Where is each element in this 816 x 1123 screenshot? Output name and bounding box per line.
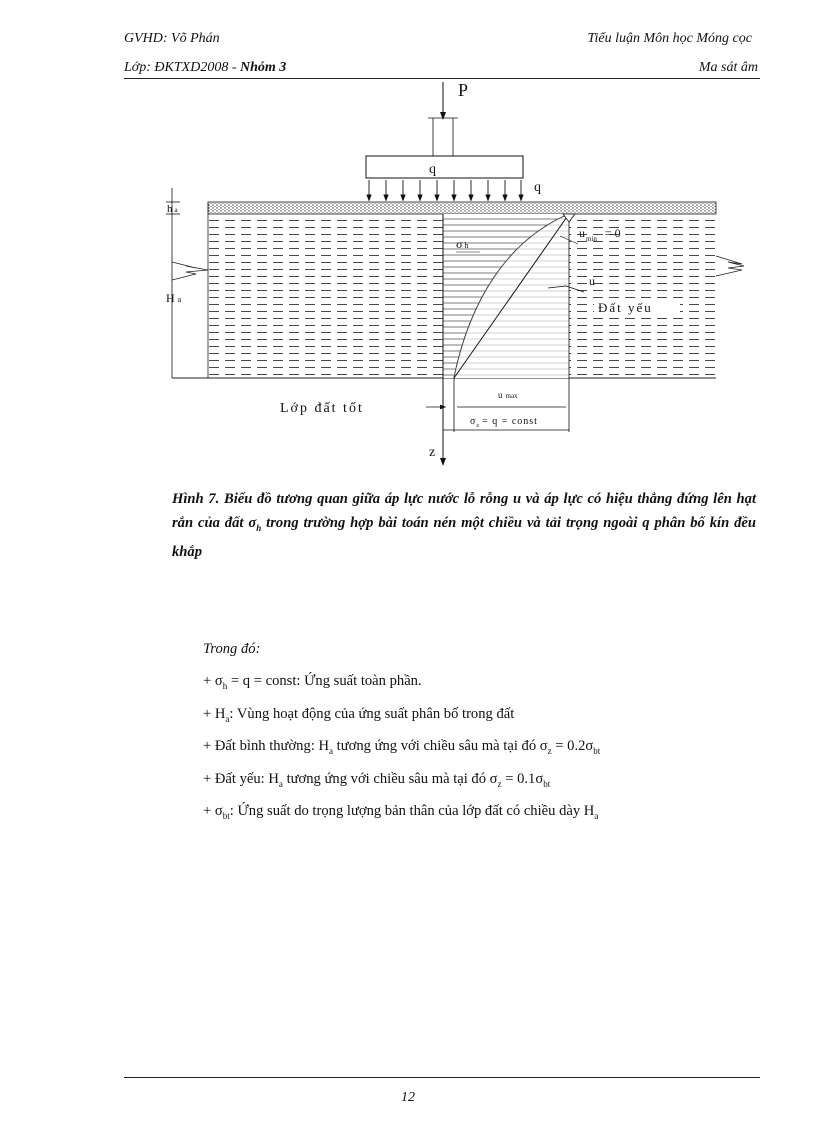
- q-label-right: q: [534, 180, 541, 195]
- z-axis-label: z: [429, 445, 436, 460]
- definition-item: + Đất bình thường: $H_a$ tương ứng với chiều sâu mà tại đó $\sigma_z = 0.2\sigma_{bt}$: [203, 738, 601, 756]
- definition-item: + $\sigma_{bt}$: Ứng suất do trọng lượng bản thân của lớp đất có chiều dày $H_a$: [203, 803, 599, 821]
- Ha-label: Ha: [166, 291, 182, 305]
- page-number: 12: [401, 1090, 415, 1105]
- break-mark-right: [716, 256, 744, 276]
- consolidation-diagram: [0, 0, 816, 480]
- definition-item: + $H_a$: Vùng hoạt động của ứng suất phân bố trong đất: [203, 706, 515, 724]
- sand-layer: [208, 202, 716, 214]
- load-plate: [366, 156, 523, 178]
- header-topic: Ma sát âm: [698, 60, 758, 75]
- sigma-z-label: $\sigma_z = q$ = const: [470, 416, 538, 429]
- umax-label: u max: [498, 390, 518, 400]
- umin-label: $u_{min} = 0$: [579, 226, 621, 243]
- sigma-h-label: σh: [456, 237, 469, 251]
- load-label: P: [458, 80, 469, 100]
- ha-label: ha: [167, 203, 178, 215]
- figure-caption: [172, 487, 756, 564]
- break-mark-left: [172, 262, 208, 280]
- definition-item: + Đất yếu: $H_a$ tương ứng với chiều sâu mà tại đó $\sigma_z = 0.1\sigma_{bt}$: [203, 771, 551, 789]
- weak-soil-label: Đất yếu: [598, 300, 653, 315]
- q-label: q: [429, 162, 436, 177]
- caption-sigma: $\sigma_h$: [248, 515, 262, 533]
- caption-prefix: Hình 7. Biểu đồ tương quan giữa áp lực nước lỗ rỗng u và áp lực có hiệu thẳng đứng lên hạt rắn của đất: [172, 491, 756, 531]
- footer-rule: [124, 1077, 760, 1078]
- definition-item: + $\sigma_h = q$ = const: Ứng suất toàn phần.: [203, 673, 422, 691]
- good-soil-label: Lớp đất tốt: [280, 401, 364, 416]
- distributed-load-arrows: [369, 180, 521, 198]
- header-course-title: Tiểu luận Môn học Móng cọc: [587, 31, 752, 46]
- header-class-label: Lớp: ĐKTXD2008 -: [124, 60, 240, 75]
- u-label: u: [589, 274, 595, 288]
- caption-suffix: trong trường hợp bài toán nén một chiều và tải trọng ngoài q phân bố kín đều khắp: [172, 515, 757, 560]
- header-instructor: GVHD: Võ Phán: [124, 31, 220, 46]
- definitions-intro: Trong đó:: [203, 641, 261, 657]
- header-group: Nhóm 3: [239, 60, 287, 75]
